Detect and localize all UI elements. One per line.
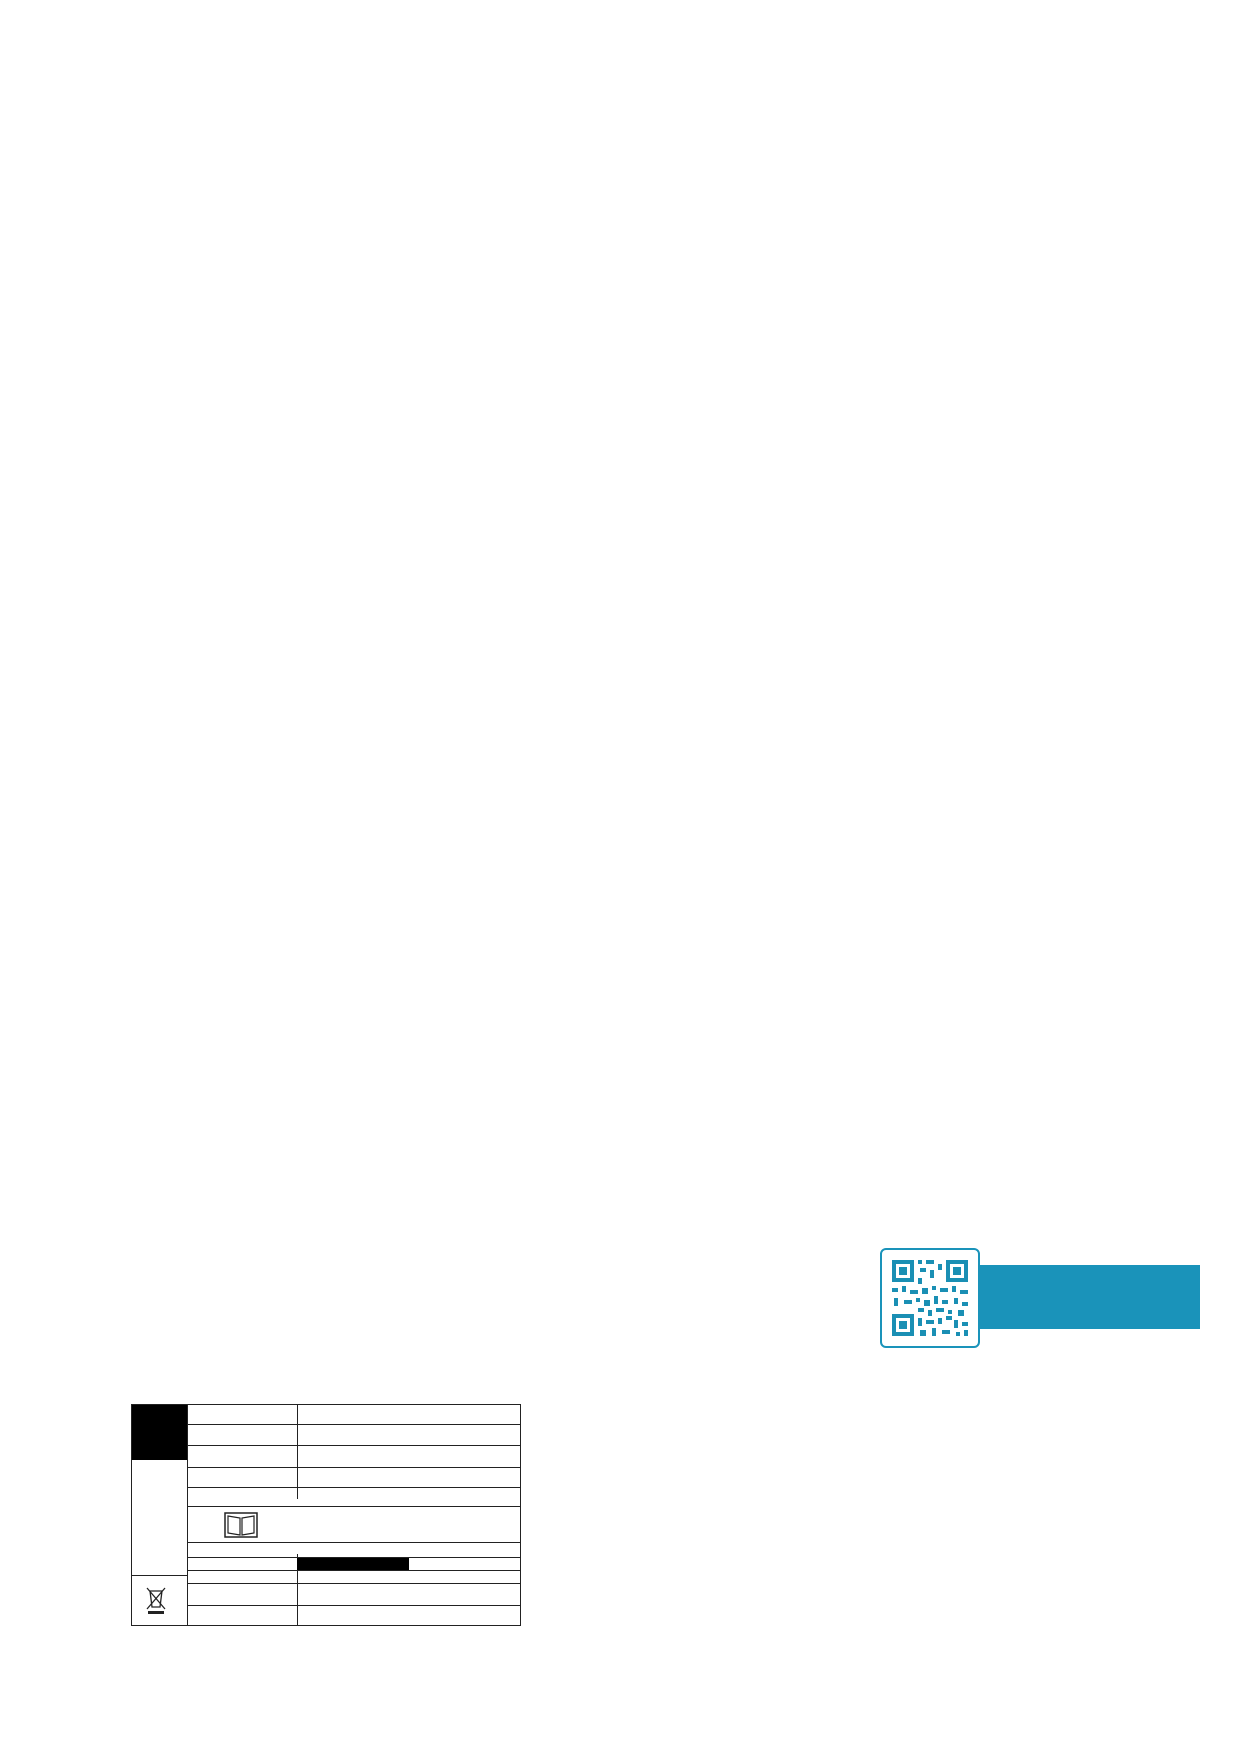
- label-rule: [187, 1570, 521, 1571]
- service-banner[interactable]: [880, 1248, 1200, 1348]
- label-header: [132, 1405, 187, 1460]
- label-rule: [187, 1605, 521, 1606]
- label-rule: [187, 1542, 521, 1543]
- label-divider: [297, 1405, 298, 1499]
- label-rule: [187, 1424, 521, 1425]
- year-marker: [297, 1558, 409, 1570]
- banner-bar: [975, 1265, 1200, 1329]
- qr-code[interactable]: [880, 1248, 980, 1348]
- service-paragraph: [880, 1424, 1110, 1448]
- label-divider: [187, 1405, 188, 1625]
- label-rule: [187, 1445, 521, 1446]
- label-rule: [187, 1487, 521, 1488]
- qr-code-icon: [882, 1250, 978, 1346]
- label-rule: [132, 1575, 187, 1576]
- label-rule: [187, 1467, 521, 1468]
- product-label: [131, 1404, 521, 1626]
- label-rule: [187, 1583, 521, 1584]
- manual-book-icon: [224, 1512, 258, 1538]
- weee-bin-icon: [144, 1585, 168, 1615]
- label-rule: [187, 1506, 521, 1507]
